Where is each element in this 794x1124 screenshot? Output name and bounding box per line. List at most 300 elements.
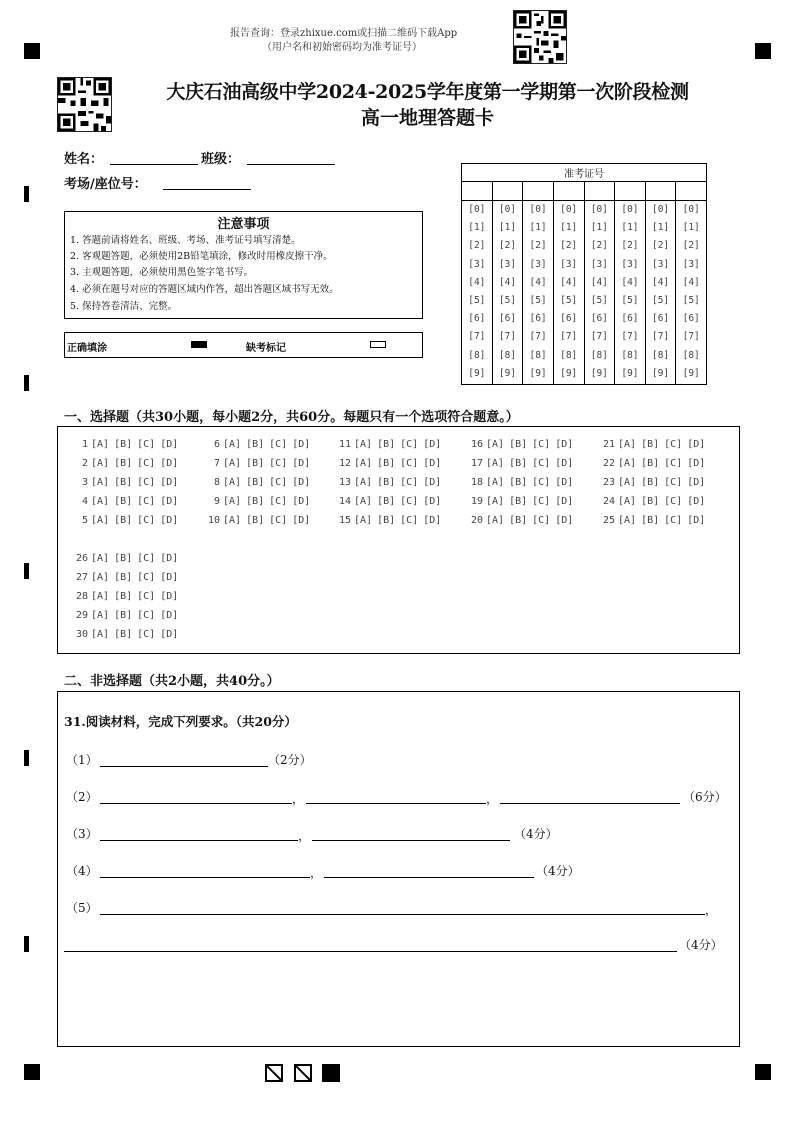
admission-digit-bubble[interactable]: [6]: [498, 313, 517, 325]
choice-option-bubble[interactable]: [D]: [292, 477, 311, 488]
admission-digit-bubble[interactable]: [2]: [560, 240, 578, 252]
admission-digit-bubble[interactable]: [7]: [682, 331, 700, 343]
question-number: 11: [338, 439, 351, 450]
admission-digit-bubble[interactable]: [7]: [621, 331, 639, 343]
admission-digit-bubble[interactable]: [7]: [560, 331, 578, 343]
choice-option-bubble[interactable]: [C]: [400, 439, 419, 450]
admission-digit-bubble[interactable]: [6]: [560, 313, 578, 325]
answer-line[interactable]: [100, 766, 268, 767]
admission-digit-bubble[interactable]: [6]: [590, 313, 608, 325]
choice-option-bubble[interactable]: [A]: [486, 515, 505, 526]
choice-option-bubble[interactable]: [C]: [137, 515, 156, 526]
admission-digit-bubble[interactable]: [8]: [498, 349, 517, 361]
section1-title: 一、选择题（共30小题，每小题2分，共60分。每题只有一个选项符合题意。）: [64, 410, 519, 425]
choice-option-bubble[interactable]: [D]: [687, 439, 706, 450]
choice-option-bubble[interactable]: [D]: [160, 553, 179, 564]
admission-digit-box[interactable]: [462, 182, 493, 201]
choice-option-bubble[interactable]: [B]: [114, 458, 133, 469]
choice-option-bubble[interactable]: [A]: [486, 496, 505, 507]
choice-option-bubble[interactable]: [D]: [555, 439, 574, 450]
choice-question-row: [72, 515, 183, 526]
choice-option-bubble[interactable]: [B]: [377, 439, 396, 450]
admission-digit-bubble[interactable]: [9]: [590, 367, 608, 379]
free-response-area: [57, 691, 740, 1047]
choice-option-bubble[interactable]: [C]: [269, 515, 288, 526]
timing-mark: [24, 750, 29, 766]
choice-question-row: [599, 515, 710, 526]
sheet-subtitle: 高一地理答题卡: [360, 107, 494, 129]
choice-option-bubble[interactable]: [B]: [377, 477, 396, 488]
choice-option-bubble[interactable]: [D]: [160, 572, 179, 583]
choice-option-bubble[interactable]: [D]: [687, 496, 706, 507]
answer-line[interactable]: [64, 951, 677, 952]
choice-option-bubble[interactable]: [A]: [618, 496, 637, 507]
choice-option-bubble[interactable]: [A]: [91, 610, 110, 621]
admission-digit-bubble[interactable]: [8]: [682, 349, 700, 361]
choice-option-bubble[interactable]: [B]: [641, 515, 660, 526]
admission-digit-bubble[interactable]: [8]: [468, 349, 486, 361]
choice-option-bubble[interactable]: [D]: [160, 477, 179, 488]
choice-option-bubble[interactable]: [A]: [223, 515, 242, 526]
name-field[interactable]: [110, 164, 198, 165]
admission-digit-bubble[interactable]: [7]: [590, 331, 608, 343]
choice-option-bubble[interactable]: [D]: [423, 458, 442, 469]
choice-option-bubble[interactable]: [B]: [641, 477, 660, 488]
admission-digit-bubble[interactable]: [2]: [621, 240, 639, 252]
admission-digit-bubble[interactable]: [6]: [529, 313, 547, 325]
corner-mark-bottom-left: [24, 1064, 40, 1080]
choice-option-bubble[interactable]: [C]: [400, 515, 419, 526]
correct-fill-label: 正确填涂: [67, 343, 107, 354]
choice-option-bubble[interactable]: [B]: [246, 439, 265, 450]
admission-digit-bubble[interactable]: [5]: [590, 295, 608, 307]
admission-digit-bubble[interactable]: [5]: [682, 295, 700, 307]
question-number: 12: [338, 458, 351, 469]
choice-option-bubble[interactable]: [A]: [91, 629, 110, 640]
question-number: 7: [213, 458, 220, 469]
choice-option-bubble[interactable]: [B]: [641, 439, 660, 450]
choice-option-bubble[interactable]: [D]: [423, 439, 442, 450]
admission-digit-bubble[interactable]: [9]: [651, 367, 670, 379]
choice-question-row: [467, 458, 578, 469]
sheet-qr-code: [57, 77, 112, 132]
admission-digit-bubble[interactable]: [1]: [651, 222, 670, 234]
admission-digit-bubble[interactable]: [8]: [529, 349, 547, 361]
comma: ，: [705, 903, 718, 917]
class-label: 班级：: [201, 152, 241, 167]
admission-digit-bubble[interactable]: [5]: [498, 295, 517, 307]
choice-option-bubble[interactable]: [D]: [160, 496, 179, 507]
choice-option-bubble[interactable]: [B]: [114, 515, 133, 526]
admission-digit-bubble[interactable]: [7]: [651, 331, 670, 343]
choice-option-bubble[interactable]: [C]: [664, 439, 683, 450]
admission-digit-bubble[interactable]: [3]: [682, 258, 700, 270]
choice-option-bubble[interactable]: [B]: [246, 477, 265, 488]
choice-option-bubble[interactable]: [D]: [160, 629, 179, 640]
admission-digit-bubble[interactable]: [3]: [590, 258, 608, 270]
class-field[interactable]: [247, 164, 335, 165]
login-hint: （用户名和初始密码均为准考证号）: [262, 42, 422, 53]
choice-option-bubble[interactable]: [D]: [687, 515, 706, 526]
admission-digit-column: [676, 201, 707, 385]
choice-question-row: [72, 610, 183, 621]
app-qr-code[interactable]: [513, 10, 567, 64]
admission-digit-bubble[interactable]: [0]: [498, 204, 517, 215]
admission-digit-bubble[interactable]: [0]: [468, 204, 486, 215]
admission-digit-bubble[interactable]: [9]: [621, 367, 639, 379]
admission-digit-bubble[interactable]: [4]: [560, 276, 578, 288]
admission-digit-bubble[interactable]: [4]: [468, 276, 486, 288]
choice-option-bubble[interactable]: [C]: [269, 439, 288, 450]
admission-digit-box[interactable]: [645, 182, 676, 201]
choice-option-bubble[interactable]: [D]: [292, 515, 311, 526]
choice-question-row: [335, 477, 446, 488]
choice-option-bubble[interactable]: [C]: [664, 477, 683, 488]
choice-option-bubble[interactable]: [A]: [354, 515, 373, 526]
admission-digit-bubble[interactable]: [8]: [651, 349, 670, 361]
corner-mark-top-right: [755, 43, 771, 59]
choice-question-row: [467, 496, 578, 507]
admission-digit-bubble[interactable]: [9]: [529, 367, 547, 379]
comma: ，: [298, 829, 311, 843]
choice-option-bubble[interactable]: [B]: [509, 439, 528, 450]
answer-line[interactable]: [324, 877, 534, 878]
admission-digit-bubble[interactable]: [4]: [621, 276, 639, 288]
choice-option-bubble[interactable]: [B]: [509, 496, 528, 507]
correct-fill-sample: [191, 341, 207, 348]
choice-option-bubble[interactable]: [A]: [486, 439, 505, 450]
name-label: 姓名：: [64, 152, 104, 167]
admission-digit-bubble[interactable]: [1]: [621, 222, 639, 234]
question-number: 19: [470, 496, 483, 507]
score-label: （6分）: [683, 790, 727, 804]
question-31-title: 31.阅读材料，完成下列要求。（共20分）: [64, 714, 297, 729]
admission-digit-box[interactable]: [584, 182, 615, 201]
comma: ，: [310, 866, 323, 880]
choice-question-row: [72, 458, 183, 469]
admission-digit-bubble[interactable]: [2]: [651, 240, 670, 252]
admission-digit-bubble[interactable]: [8]: [590, 349, 608, 361]
choice-option-bubble[interactable]: [B]: [114, 591, 133, 602]
admission-digit-bubble[interactable]: [1]: [529, 222, 547, 234]
choice-option-bubble[interactable]: [C]: [137, 439, 156, 450]
admission-digit-bubble[interactable]: [2]: [590, 240, 608, 252]
choice-option-bubble[interactable]: [C]: [137, 477, 156, 488]
choice-option-bubble[interactable]: [A]: [223, 477, 242, 488]
note-item: 5. 保持答卷清洁、完整。: [70, 301, 178, 312]
question-number: 26: [75, 553, 88, 564]
choice-option-bubble[interactable]: [A]: [91, 477, 110, 488]
choice-option-bubble[interactable]: [A]: [618, 458, 637, 469]
answer-line[interactable]: [100, 803, 292, 804]
admission-digit-bubble[interactable]: [6]: [621, 313, 639, 325]
choice-option-bubble[interactable]: [D]: [687, 458, 706, 469]
admission-digit-bubble[interactable]: [1]: [682, 222, 700, 234]
choice-option-bubble[interactable]: [B]: [114, 439, 133, 450]
admission-digit-bubble[interactable]: [3]: [498, 258, 517, 270]
multiple-choice-area: [57, 426, 740, 654]
choice-option-bubble[interactable]: [A]: [91, 553, 110, 564]
question-number: 21: [602, 439, 615, 450]
admission-digit-bubble[interactable]: [0]: [590, 204, 608, 215]
admission-digit-bubble[interactable]: [4]: [651, 276, 670, 288]
choice-question-row: [72, 629, 183, 640]
admission-digit-bubble[interactable]: [4]: [590, 276, 608, 288]
choice-option-bubble[interactable]: [D]: [555, 458, 574, 469]
choice-option-bubble[interactable]: [C]: [137, 572, 156, 583]
question-number: 6: [213, 439, 220, 450]
admission-number-title: 准考证号: [462, 164, 707, 182]
choice-question-row: [467, 477, 578, 488]
answer-line[interactable]: [312, 840, 510, 841]
question-number: 5: [81, 515, 88, 526]
seat-field[interactable]: [163, 189, 251, 190]
admission-digit-bubble[interactable]: [0]: [651, 204, 670, 215]
choice-option-bubble[interactable]: [B]: [377, 496, 396, 507]
choice-option-bubble[interactable]: [A]: [486, 477, 505, 488]
admission-digit-bubble[interactable]: [1]: [468, 222, 486, 234]
admission-digit-bubble[interactable]: [7]: [498, 331, 517, 343]
admission-digit-box[interactable]: [676, 182, 707, 201]
choice-option-bubble[interactable]: [A]: [486, 458, 505, 469]
choice-option-bubble[interactable]: [C]: [137, 553, 156, 564]
choice-option-bubble[interactable]: [C]: [664, 458, 683, 469]
choice-question-row: [72, 477, 183, 488]
question-number: 17: [470, 458, 483, 469]
choice-option-bubble[interactable]: [C]: [532, 458, 551, 469]
admission-digit-bubble[interactable]: [3]: [529, 258, 547, 270]
note-item: 1. 答题前请将姓名、班级、考场、准考证号填写清楚。: [70, 235, 301, 246]
sub-question-label: （4）: [66, 864, 98, 878]
choice-option-bubble[interactable]: [D]: [160, 610, 179, 621]
note-item: 4. 必须在题号对应的答题区域内作答，超出答题区域书写无效。: [70, 284, 339, 295]
answer-line[interactable]: [500, 803, 680, 804]
choice-option-bubble[interactable]: [B]: [246, 496, 265, 507]
choice-option-bubble[interactable]: [D]: [555, 515, 574, 526]
question-number: 15: [338, 515, 351, 526]
choice-option-bubble[interactable]: [A]: [354, 477, 373, 488]
question-number: 4: [81, 496, 88, 507]
choice-option-bubble[interactable]: [A]: [354, 439, 373, 450]
choice-question-row: [599, 458, 710, 469]
choice-option-bubble[interactable]: [C]: [137, 591, 156, 602]
admission-digit-bubble[interactable]: [1]: [498, 222, 517, 234]
admission-digit-bubble[interactable]: [2]: [468, 240, 486, 252]
admission-digit-bubble[interactable]: [2]: [529, 240, 547, 252]
admission-digit-bubble[interactable]: [5]: [651, 295, 670, 307]
choice-option-bubble[interactable]: [B]: [509, 458, 528, 469]
admission-digit-bubble[interactable]: [3]: [560, 258, 578, 270]
page-id-mark-crossed: [265, 1064, 283, 1082]
choice-option-bubble[interactable]: [B]: [246, 458, 265, 469]
choice-option-bubble[interactable]: [D]: [292, 496, 311, 507]
admission-digit-bubble[interactable]: [5]: [621, 295, 639, 307]
admission-digit-bubble[interactable]: [6]: [468, 313, 486, 325]
choice-option-bubble[interactable]: [A]: [91, 439, 110, 450]
section2-title: 二、非选择题（共2小题，共40分。）: [64, 674, 280, 689]
timing-mark: [24, 563, 29, 579]
choice-option-bubble[interactable]: [C]: [137, 629, 156, 640]
admission-digit-bubble[interactable]: [3]: [621, 258, 639, 270]
choice-option-bubble[interactable]: [D]: [555, 477, 574, 488]
choice-option-bubble[interactable]: [D]: [160, 515, 179, 526]
choice-question-row: [467, 515, 578, 526]
admission-digit-bubble[interactable]: [5]: [560, 295, 578, 307]
admission-digit-bubble[interactable]: [2]: [498, 240, 517, 252]
choice-option-bubble[interactable]: [D]: [423, 496, 442, 507]
choice-option-bubble[interactable]: [A]: [91, 591, 110, 602]
choice-option-bubble[interactable]: [A]: [223, 496, 242, 507]
choice-option-bubble[interactable]: [A]: [354, 458, 373, 469]
answer-line[interactable]: [100, 914, 705, 915]
question-number: 9: [213, 496, 220, 507]
choice-question-row: [335, 439, 446, 450]
timing-mark: [24, 375, 29, 391]
choice-option-bubble[interactable]: [C]: [400, 477, 419, 488]
admission-digit-box[interactable]: [523, 182, 554, 201]
choice-option-bubble[interactable]: [D]: [555, 496, 574, 507]
choice-option-bubble[interactable]: [B]: [509, 477, 528, 488]
choice-question-row: [467, 439, 578, 450]
choice-option-bubble[interactable]: [A]: [618, 477, 637, 488]
admission-digit-bubble[interactable]: [9]: [682, 367, 700, 379]
choice-option-bubble[interactable]: [C]: [137, 610, 156, 621]
choice-option-bubble[interactable]: [C]: [532, 496, 551, 507]
answer-line[interactable]: [306, 803, 486, 804]
admission-digit-bubble[interactable]: [4]: [682, 276, 700, 288]
choice-option-bubble[interactable]: [A]: [618, 439, 637, 450]
admission-digit-bubble[interactable]: [6]: [651, 313, 670, 325]
admission-digit-bubble[interactable]: [4]: [498, 276, 517, 288]
question-number: 14: [338, 496, 351, 507]
choice-option-bubble[interactable]: [B]: [114, 610, 133, 621]
choice-option-bubble[interactable]: [D]: [160, 439, 179, 450]
admission-digit-bubble[interactable]: [0]: [529, 204, 547, 215]
choice-option-bubble[interactable]: [D]: [423, 477, 442, 488]
admission-digit-bubble[interactable]: [9]: [498, 367, 517, 379]
seat-label: 考场/座位号：: [64, 177, 147, 192]
score-label: （4分）: [536, 864, 580, 878]
score-label: （4分）: [514, 827, 558, 841]
admission-digit-bubble[interactable]: [8]: [560, 349, 578, 361]
choice-option-bubble[interactable]: [C]: [269, 477, 288, 488]
question-number: 1: [81, 439, 88, 450]
choice-option-bubble[interactable]: [D]: [292, 458, 311, 469]
admission-digit-bubble[interactable]: [7]: [468, 331, 486, 343]
choice-option-bubble[interactable]: [C]: [532, 439, 551, 450]
sub-question-label: （3）: [66, 827, 98, 841]
choice-option-bubble[interactable]: [D]: [292, 439, 311, 450]
question-number: 28: [75, 591, 88, 602]
choice-option-bubble[interactable]: [D]: [160, 458, 179, 469]
admission-digit-bubble[interactable]: [0]: [560, 204, 578, 215]
choice-option-bubble[interactable]: [A]: [91, 458, 110, 469]
choice-option-bubble[interactable]: [A]: [91, 515, 110, 526]
page-id-mark-crossed: [294, 1064, 312, 1082]
choice-option-bubble[interactable]: [A]: [618, 515, 637, 526]
notes-title: 注意事项: [217, 217, 270, 232]
corner-mark-top-left: [24, 43, 40, 59]
choice-option-bubble[interactable]: [C]: [664, 515, 683, 526]
choice-question-row: [72, 553, 183, 564]
admission-digit-bubble[interactable]: [0]: [621, 204, 639, 215]
admission-digit-box[interactable]: [553, 182, 584, 201]
choice-question-row: [72, 591, 183, 602]
absent-mark-checkbox[interactable]: [370, 341, 386, 348]
question-number: 20: [470, 515, 483, 526]
choice-option-bubble[interactable]: [C]: [269, 458, 288, 469]
choice-option-bubble[interactable]: [B]: [114, 477, 133, 488]
choice-option-bubble[interactable]: [C]: [137, 496, 156, 507]
answer-line[interactable]: [100, 840, 298, 841]
admission-digit-bubble[interactable]: [8]: [621, 349, 639, 361]
choice-option-bubble[interactable]: [B]: [114, 629, 133, 640]
admission-digit-bubble[interactable]: [0]: [682, 204, 700, 215]
choice-option-bubble[interactable]: [C]: [400, 496, 419, 507]
admission-digit-bubble[interactable]: [3]: [651, 258, 670, 270]
choice-option-bubble[interactable]: [C]: [137, 458, 156, 469]
admission-digit-bubble[interactable]: [3]: [468, 258, 486, 270]
admission-digit-column: [462, 201, 493, 385]
choice-option-bubble[interactable]: [B]: [641, 496, 660, 507]
admission-digit-bubble[interactable]: [5]: [468, 295, 486, 307]
admission-digit-bubble[interactable]: [2]: [682, 240, 700, 252]
admission-digit-bubble[interactable]: [5]: [529, 295, 547, 307]
admission-digit-bubble[interactable]: [7]: [529, 331, 547, 343]
choice-option-bubble[interactable]: [B]: [509, 515, 528, 526]
choice-option-bubble[interactable]: [D]: [160, 591, 179, 602]
question-number: 23: [602, 477, 615, 488]
choice-option-bubble[interactable]: [A]: [91, 496, 110, 507]
admission-digit-bubble[interactable]: [4]: [529, 276, 547, 288]
choice-option-bubble[interactable]: [B]: [246, 515, 265, 526]
choice-option-bubble[interactable]: [C]: [400, 458, 419, 469]
admission-digit-bubble[interactable]: [1]: [560, 222, 578, 234]
choice-option-bubble[interactable]: [B]: [641, 458, 660, 469]
admission-digit-box[interactable]: [492, 182, 523, 201]
choice-option-bubble[interactable]: [A]: [223, 439, 242, 450]
admission-digit-bubble[interactable]: [9]: [560, 367, 578, 379]
choice-option-bubble[interactable]: [C]: [664, 496, 683, 507]
choice-question-row: [204, 439, 315, 450]
choice-option-bubble[interactable]: [A]: [354, 496, 373, 507]
choice-option-bubble[interactable]: [C]: [269, 496, 288, 507]
admission-digit-bubble[interactable]: [9]: [468, 367, 486, 379]
choice-option-bubble[interactable]: [B]: [377, 458, 396, 469]
score-label: （4分）: [679, 938, 723, 952]
question-number: 13: [338, 477, 351, 488]
choice-option-bubble[interactable]: [C]: [532, 515, 551, 526]
admission-digit-bubble[interactable]: [1]: [590, 222, 608, 234]
choice-question-row: [72, 439, 183, 450]
choice-option-bubble[interactable]: [A]: [223, 458, 242, 469]
timing-mark: [24, 936, 29, 952]
choice-option-bubble[interactable]: [C]: [532, 477, 551, 488]
answer-line[interactable]: [100, 877, 310, 878]
choice-option-bubble[interactable]: [A]: [91, 572, 110, 583]
choice-option-bubble[interactable]: [B]: [114, 553, 133, 564]
admission-digit-box[interactable]: [615, 182, 646, 201]
question-number: 24: [602, 496, 615, 507]
choice-option-bubble[interactable]: [D]: [423, 515, 442, 526]
choice-option-bubble[interactable]: [B]: [114, 496, 133, 507]
choice-option-bubble[interactable]: [B]: [377, 515, 396, 526]
choice-option-bubble[interactable]: [B]: [114, 572, 133, 583]
notes-box: [64, 211, 423, 319]
question-number: 30: [75, 629, 88, 640]
choice-option-bubble[interactable]: [D]: [687, 477, 706, 488]
admission-digit-bubble[interactable]: [6]: [682, 313, 700, 325]
